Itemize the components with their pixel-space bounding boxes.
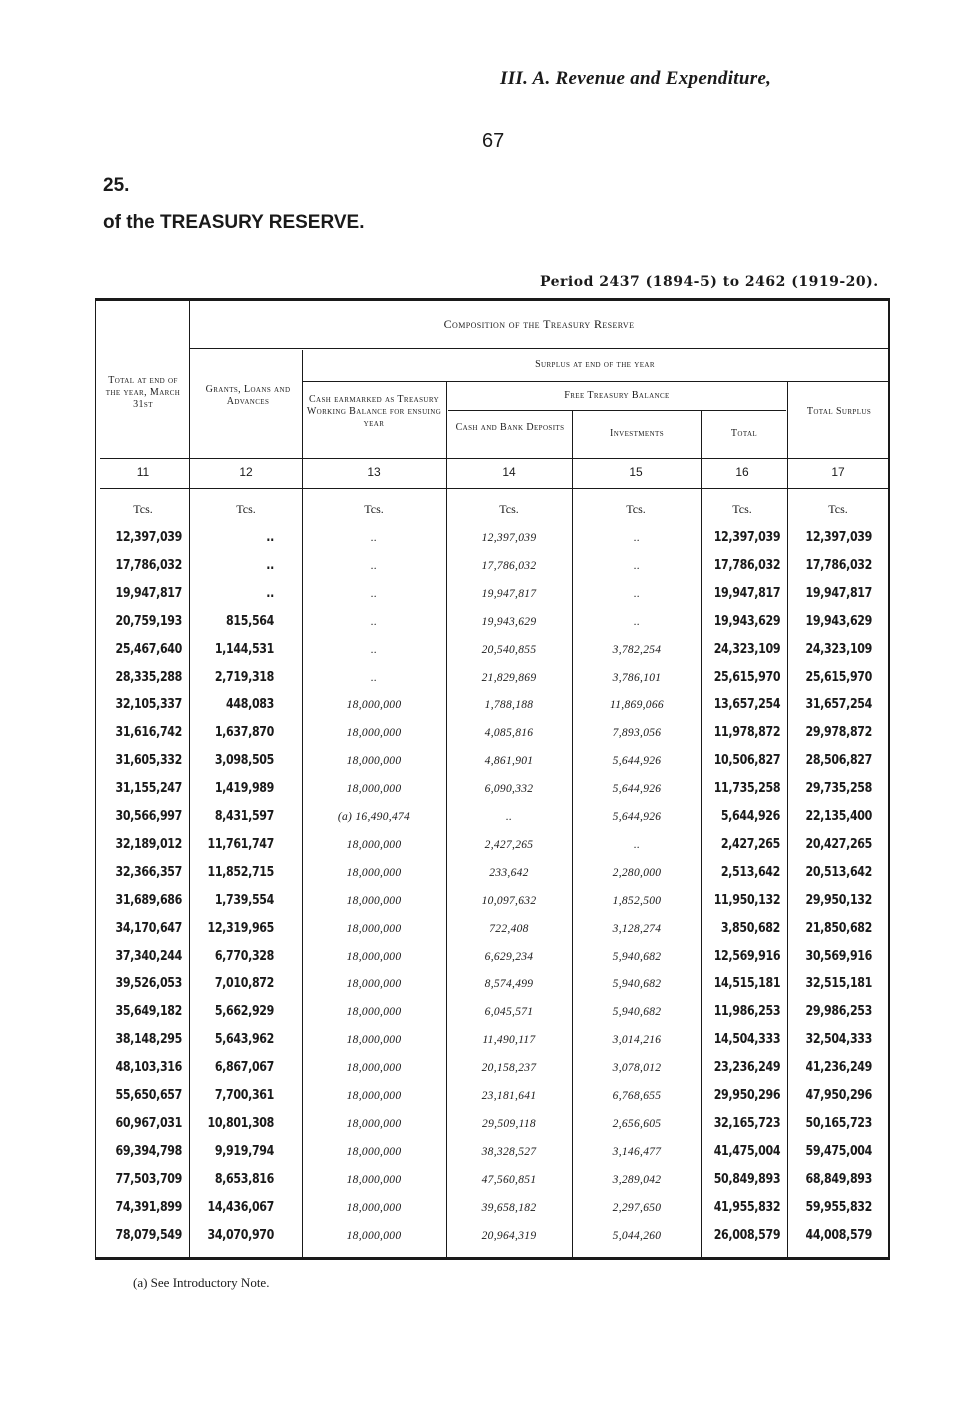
total-surplus-cell: 22,135,400 bbox=[805, 809, 872, 824]
investments-cell: 1,852,500 bbox=[612, 894, 662, 907]
investments-cell: 3,014,216 bbox=[612, 1034, 662, 1047]
total-cell: 17,786,032 bbox=[713, 557, 781, 573]
header-composition: Composition of the Treasury Reserve bbox=[443, 317, 635, 331]
total-surplus-cell: 50,165,723 bbox=[805, 1115, 872, 1131]
cash-bank-cell: 10,097,632 bbox=[481, 894, 537, 907]
column-number: 12 bbox=[239, 465, 253, 479]
cash-earmarked-cell: 18,000,000 bbox=[346, 1117, 402, 1130]
period-label: Period 2437 (1894-5) to 2462 (1919-20). bbox=[540, 274, 879, 290]
cash-bank-cell: 39,658,182 bbox=[481, 1201, 537, 1214]
total-end-cell: 78,079,549 bbox=[115, 1227, 182, 1243]
total-surplus-cell: 19,943,629 bbox=[805, 613, 872, 629]
cash-bank-cell: 12,397,039 bbox=[481, 532, 537, 544]
cash-bank-cell: 20,158,237 bbox=[481, 1062, 537, 1075]
total-end-cell: 31,155,247 bbox=[115, 781, 182, 797]
header-total: Total bbox=[730, 428, 758, 439]
grants-cell: 10,801,308 bbox=[207, 1115, 274, 1131]
total-surplus-cell: 41,236,249 bbox=[805, 1060, 872, 1076]
grants-cell: 6,770,328 bbox=[214, 948, 274, 964]
total-surplus-cell: 32,515,181 bbox=[805, 976, 872, 992]
header-investments: Investments bbox=[609, 428, 664, 439]
column-number: 16 bbox=[735, 465, 749, 479]
total-cell: 50,849,893 bbox=[713, 1171, 781, 1187]
total-surplus-cell: 20,513,642 bbox=[805, 864, 872, 880]
total-end-cell: 31,689,686 bbox=[115, 892, 182, 908]
rule bbox=[100, 488, 888, 489]
total-end-cell: 20,759,193 bbox=[115, 613, 182, 629]
cash-bank-cell: 20,964,319 bbox=[481, 1229, 537, 1242]
header-grants: Grants, Loans and Advances bbox=[205, 384, 291, 407]
total-end-cell: 12,397,039 bbox=[115, 530, 182, 545]
cash-earmarked-cell: 18,000,000 bbox=[346, 727, 402, 740]
total-surplus-cell: 29,986,253 bbox=[805, 1004, 872, 1020]
total-end-cell: 77,503,709 bbox=[115, 1171, 182, 1187]
total-cell: 11,986,253 bbox=[713, 1004, 781, 1020]
table-title: of the TREASURY RESERVE. bbox=[103, 212, 365, 233]
cash-bank-cell: 1,788,188 bbox=[484, 699, 534, 712]
investments-cell: 5,940,682 bbox=[612, 978, 662, 991]
unit-label: Tcs. bbox=[732, 502, 752, 516]
total-surplus-cell: 24,323,109 bbox=[805, 641, 872, 657]
total-cell: 29,950,296 bbox=[713, 1088, 781, 1103]
total-cell: 10,506,827 bbox=[713, 753, 781, 769]
grants-cell: .. bbox=[266, 585, 274, 601]
total-cell: 32,165,723 bbox=[713, 1115, 781, 1131]
total-cell: 12,569,916 bbox=[713, 948, 781, 964]
cash-bank-cell: 4,085,816 bbox=[484, 727, 534, 740]
investments-cell: 6,768,655 bbox=[612, 1090, 662, 1102]
cash-earmarked-cell: 18,000,000 bbox=[346, 1145, 402, 1158]
column-number: 11 bbox=[136, 465, 150, 479]
cash-earmarked-cell: .. bbox=[370, 615, 378, 628]
col-divider bbox=[189, 298, 190, 1259]
unit-label: Tcs. bbox=[499, 502, 519, 516]
unit-label: Tcs. bbox=[236, 502, 256, 516]
investments-cell: .. bbox=[633, 615, 641, 628]
investments-cell: .. bbox=[633, 587, 641, 600]
cash-earmarked-cell: 18,000,000 bbox=[346, 1201, 402, 1214]
total-end-cell: 39,526,053 bbox=[115, 976, 182, 992]
total-end-cell: 35,649,182 bbox=[115, 1004, 182, 1020]
rule-bottom bbox=[95, 1257, 890, 1260]
investments-cell: 5,940,682 bbox=[612, 950, 662, 963]
grants-cell: 3,098,505 bbox=[214, 753, 274, 769]
cash-earmarked-cell: 18,000,000 bbox=[346, 922, 402, 935]
total-surplus-cell: 29,735,258 bbox=[805, 781, 872, 797]
grants-cell: 1,144,531 bbox=[214, 641, 274, 657]
investments-cell: 5,644,926 bbox=[612, 811, 662, 823]
total-surplus-cell: 29,978,872 bbox=[805, 725, 872, 741]
total-surplus-cell: 59,475,004 bbox=[805, 1143, 872, 1159]
total-end-cell: 37,340,244 bbox=[115, 948, 182, 964]
cash-bank-cell: 233,642 bbox=[489, 866, 529, 879]
unit-label: Tcs. bbox=[828, 502, 848, 516]
header-surplus: Surplus at end of the year bbox=[535, 359, 655, 370]
grants-cell: 8,431,597 bbox=[214, 809, 274, 824]
total-surplus-cell: 47,950,296 bbox=[805, 1088, 872, 1103]
investments-cell: 2,280,000 bbox=[612, 866, 662, 879]
grants-cell: 815,564 bbox=[226, 613, 274, 629]
grants-cell: 14,436,067 bbox=[207, 1199, 274, 1215]
cash-earmarked-cell: (a) 16,490,474 bbox=[337, 811, 411, 823]
cash-bank-cell: 8,574,499 bbox=[484, 978, 534, 991]
rule bbox=[302, 381, 888, 382]
total-cell: 2,513,642 bbox=[720, 864, 780, 880]
total-cell: 25,615,970 bbox=[713, 669, 781, 685]
investments-cell: 2,656,605 bbox=[612, 1117, 662, 1130]
total-end-cell: 30,566,997 bbox=[115, 809, 182, 824]
grants-cell: 5,643,962 bbox=[214, 1032, 274, 1048]
col-divider bbox=[701, 410, 702, 1259]
cash-bank-cell: 4,861,901 bbox=[484, 755, 534, 768]
total-cell: 26,008,579 bbox=[713, 1227, 781, 1243]
total-cell: 11,950,132 bbox=[713, 892, 781, 908]
total-surplus-cell: 32,504,333 bbox=[805, 1032, 872, 1048]
investments-cell: 11,869,066 bbox=[610, 699, 664, 712]
grants-cell: 11,852,715 bbox=[207, 864, 274, 880]
grants-cell: 5,662,929 bbox=[214, 1004, 274, 1020]
col-divider bbox=[302, 350, 303, 1259]
cash-earmarked-cell: 18,000,000 bbox=[346, 1062, 402, 1075]
investments-cell: 5,940,682 bbox=[612, 1006, 662, 1019]
total-surplus-cell: 59,955,832 bbox=[805, 1199, 872, 1215]
cash-bank-cell: 23,181,641 bbox=[481, 1090, 537, 1102]
total-surplus-cell: 30,569,916 bbox=[805, 948, 872, 964]
cash-bank-cell: 29,509,118 bbox=[482, 1117, 536, 1130]
col-divider bbox=[787, 382, 788, 1259]
grants-cell: 6,867,067 bbox=[214, 1060, 274, 1076]
total-cell: 24,323,109 bbox=[713, 641, 781, 657]
total-end-cell: 32,189,012 bbox=[115, 836, 182, 852]
rule-right bbox=[888, 298, 890, 1259]
rule-left bbox=[95, 298, 96, 1259]
total-surplus-cell: 28,506,827 bbox=[805, 753, 872, 769]
cash-earmarked-cell: 18,000,000 bbox=[346, 783, 402, 796]
total-cell: 23,236,249 bbox=[713, 1060, 781, 1076]
total-end-cell: 38,148,295 bbox=[115, 1032, 182, 1048]
grants-cell: 7,700,361 bbox=[214, 1088, 274, 1103]
cash-earmarked-cell: 18,000,000 bbox=[346, 866, 402, 879]
total-end-cell: 28,335,288 bbox=[115, 669, 182, 685]
cash-bank-cell: 19,947,817 bbox=[481, 587, 537, 600]
cash-earmarked-cell: 18,000,000 bbox=[346, 838, 402, 851]
cash-earmarked-cell: 18,000,000 bbox=[346, 894, 402, 907]
investments-cell: 7,893,056 bbox=[612, 727, 662, 740]
cash-earmarked-cell: .. bbox=[370, 587, 378, 600]
header-cash-earmarked: Cash earmarked as Treasury Working Balance for ensuing year bbox=[306, 394, 442, 429]
cash-bank-cell: 722,408 bbox=[489, 922, 529, 935]
column-number: 15 bbox=[629, 465, 643, 479]
total-surplus-cell: 68,849,893 bbox=[805, 1171, 872, 1187]
investments-cell: .. bbox=[633, 838, 641, 851]
header-free-balance: Free Treasury Balance bbox=[564, 390, 670, 401]
column-number: 14 bbox=[502, 465, 516, 479]
investments-cell: 2,297,650 bbox=[612, 1201, 662, 1214]
grants-cell: 7,010,872 bbox=[214, 976, 274, 992]
cash-bank-cell: .. bbox=[505, 811, 513, 823]
total-end-cell: 19,947,817 bbox=[115, 585, 182, 601]
cash-earmarked-cell: 18,000,000 bbox=[346, 978, 402, 991]
total-cell: 14,504,333 bbox=[713, 1032, 781, 1048]
total-cell: 19,947,817 bbox=[713, 585, 781, 601]
investments-cell: 3,782,254 bbox=[612, 643, 662, 656]
investments-cell: 3,128,274 bbox=[612, 922, 662, 935]
rule bbox=[100, 458, 888, 459]
total-end-cell: 55,650,657 bbox=[115, 1088, 182, 1103]
cash-bank-cell: 21,829,869 bbox=[481, 671, 537, 684]
grants-cell: .. bbox=[266, 557, 274, 573]
grants-cell: 12,319,965 bbox=[207, 920, 274, 936]
cash-earmarked-cell: 18,000,000 bbox=[346, 1173, 402, 1186]
cash-bank-cell: 6,629,234 bbox=[484, 950, 534, 963]
unit-label: Tcs. bbox=[364, 502, 384, 516]
running-head: III. A. Revenue and Expenditure, bbox=[500, 68, 772, 89]
rule bbox=[448, 410, 786, 411]
grants-cell: 2,719,318 bbox=[214, 669, 274, 685]
header-cash-bank: Cash and Bank Deposits bbox=[455, 422, 565, 433]
total-surplus-cell: 12,397,039 bbox=[805, 530, 872, 545]
header-total-surplus: Total Surplus bbox=[806, 406, 872, 417]
investments-cell: .. bbox=[633, 559, 641, 572]
cash-bank-cell: 19,943,629 bbox=[481, 615, 537, 628]
cash-earmarked-cell: 18,000,000 bbox=[346, 950, 402, 963]
grants-cell: 1,419,989 bbox=[214, 781, 274, 797]
column-number: 17 bbox=[831, 465, 845, 479]
total-end-cell: 60,967,031 bbox=[115, 1115, 182, 1131]
cash-earmarked-cell: 18,000,000 bbox=[346, 1034, 402, 1047]
investments-cell: 3,289,042 bbox=[612, 1173, 662, 1186]
total-cell: 19,943,629 bbox=[713, 613, 781, 629]
total-end-cell: 25,467,640 bbox=[115, 641, 182, 657]
cash-bank-cell: 17,786,032 bbox=[481, 559, 537, 572]
total-end-cell: 69,394,798 bbox=[115, 1143, 182, 1159]
total-surplus-cell: 44,008,579 bbox=[805, 1227, 872, 1243]
total-cell: 41,955,832 bbox=[713, 1199, 781, 1215]
cash-bank-cell: 2,427,265 bbox=[484, 838, 534, 851]
rule-top bbox=[95, 298, 890, 301]
col-divider bbox=[572, 410, 573, 1259]
total-surplus-cell: 17,786,032 bbox=[805, 557, 872, 573]
total-end-cell: 31,605,332 bbox=[115, 753, 182, 769]
cash-earmarked-cell: .. bbox=[370, 532, 378, 544]
investments-cell: 3,786,101 bbox=[612, 671, 662, 684]
total-surplus-cell: 20,427,265 bbox=[805, 836, 872, 852]
footnote: (a) See Introductory Note. bbox=[133, 1275, 270, 1290]
total-surplus-cell: 29,950,132 bbox=[805, 892, 872, 908]
cash-bank-cell: 20,540,855 bbox=[481, 643, 537, 656]
investments-cell: 3,078,012 bbox=[612, 1062, 662, 1075]
rule bbox=[190, 348, 888, 349]
cash-bank-cell: 11,490,117 bbox=[482, 1034, 536, 1047]
total-surplus-cell: 25,615,970 bbox=[805, 669, 872, 685]
cash-bank-cell: 6,045,571 bbox=[484, 1006, 534, 1019]
investments-cell: 5,044,260 bbox=[612, 1229, 662, 1242]
total-end-cell: 32,366,357 bbox=[115, 864, 182, 880]
unit-label: Tcs. bbox=[133, 502, 153, 516]
cash-bank-cell: 6,090,332 bbox=[484, 783, 534, 796]
total-surplus-cell: 21,850,682 bbox=[805, 920, 872, 936]
cash-earmarked-cell: .. bbox=[370, 559, 378, 572]
cash-earmarked-cell: 18,000,000 bbox=[346, 1229, 402, 1242]
total-end-cell: 34,170,647 bbox=[115, 920, 182, 936]
grants-cell: 1,637,870 bbox=[214, 725, 274, 741]
cash-earmarked-cell: 18,000,000 bbox=[346, 755, 402, 768]
total-cell: 5,644,926 bbox=[720, 809, 780, 824]
cash-bank-cell: 47,560,851 bbox=[481, 1173, 537, 1186]
grants-cell: 9,919,794 bbox=[214, 1143, 274, 1159]
total-end-cell: 48,103,316 bbox=[115, 1060, 182, 1076]
header-total-end: Total at end of the year, March 31st bbox=[105, 375, 181, 410]
investments-cell: 5,644,926 bbox=[612, 783, 662, 796]
cash-bank-cell: 38,328,527 bbox=[481, 1145, 537, 1158]
column-number: 13 bbox=[367, 465, 381, 479]
total-end-cell: 17,786,032 bbox=[115, 557, 182, 573]
total-surplus-cell: 31,657,254 bbox=[805, 697, 872, 713]
cash-earmarked-cell: 18,000,000 bbox=[346, 1006, 402, 1019]
total-end-cell: 32,105,337 bbox=[115, 697, 182, 713]
grants-cell: 8,653,816 bbox=[214, 1171, 274, 1187]
col-divider bbox=[446, 382, 447, 1259]
total-cell: 11,735,258 bbox=[713, 781, 781, 797]
total-surplus-cell: 19,947,817 bbox=[805, 585, 872, 601]
cash-earmarked-cell: 18,000,000 bbox=[346, 699, 402, 712]
grants-cell: 1,739,554 bbox=[214, 892, 274, 908]
grants-cell: 34,070,970 bbox=[207, 1227, 274, 1243]
total-cell: 3,850,682 bbox=[720, 920, 780, 936]
grants-cell: .. bbox=[266, 530, 274, 545]
cash-earmarked-cell: .. bbox=[370, 671, 378, 684]
total-end-cell: 31,616,742 bbox=[115, 725, 182, 741]
investments-cell: .. bbox=[633, 532, 641, 544]
grants-cell: 448,083 bbox=[226, 697, 274, 713]
cash-earmarked-cell: 18,000,000 bbox=[346, 1090, 402, 1102]
total-cell: 11,978,872 bbox=[713, 725, 781, 741]
table-number: 25. bbox=[103, 175, 130, 196]
cash-earmarked-cell: .. bbox=[370, 643, 378, 656]
total-cell: 41,475,004 bbox=[713, 1143, 781, 1159]
total-end-cell: 74,391,899 bbox=[115, 1199, 182, 1215]
total-cell: 2,427,265 bbox=[720, 836, 780, 852]
grants-cell: 11,761,747 bbox=[207, 836, 274, 852]
total-cell: 13,657,254 bbox=[713, 697, 781, 713]
investments-cell: 3,146,477 bbox=[612, 1145, 662, 1158]
total-cell: 14,515,181 bbox=[713, 976, 781, 992]
investments-cell: 5,644,926 bbox=[612, 755, 662, 768]
unit-label: Tcs. bbox=[626, 502, 646, 516]
total-cell: 12,397,039 bbox=[713, 530, 781, 545]
page-number: 67 bbox=[482, 130, 505, 152]
